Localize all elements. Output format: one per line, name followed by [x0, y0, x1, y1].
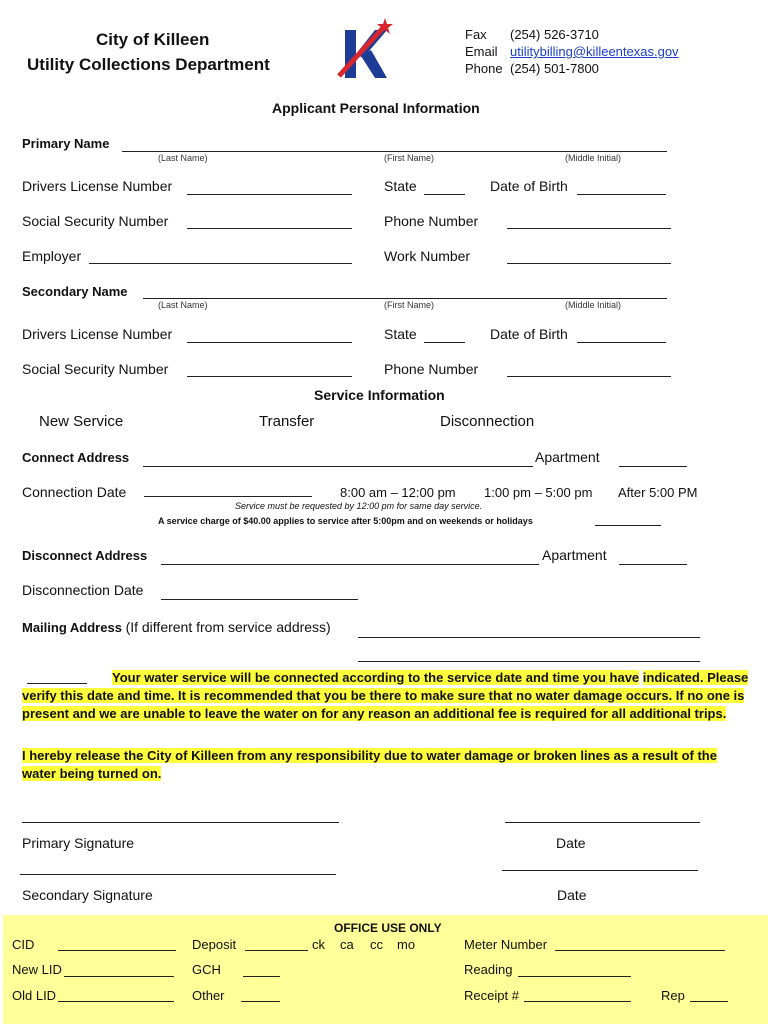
- fax-label: Fax: [465, 27, 487, 42]
- mailing-address-field-2[interactable]: [358, 661, 700, 662]
- secondary-state-label: State: [384, 326, 417, 342]
- mailing-address-field-1[interactable]: [358, 637, 700, 638]
- secondary-ssn-label: Social Security Number: [22, 361, 169, 377]
- primary-dl-label: Drivers License Number: [22, 178, 173, 194]
- deposit-label: Deposit: [192, 937, 237, 952]
- secondary-phone-label: Phone Number: [384, 361, 479, 377]
- secondary-phone-field[interactable]: [507, 376, 671, 377]
- city-logo: [335, 16, 395, 82]
- primary-phone-label: Phone Number: [384, 213, 479, 229]
- cid-label: CID: [12, 937, 35, 952]
- office-heading: OFFICE USE ONLY: [334, 921, 442, 935]
- phone-label: Phone: [465, 61, 503, 76]
- primary-date-label: Date: [556, 835, 586, 851]
- work-number-label: Work Number: [384, 248, 471, 264]
- notice-lead: Your water service will be connected according to the service date and time you have: [112, 670, 640, 685]
- new-lid-label: New LID: [12, 962, 62, 977]
- old-lid-field[interactable]: [58, 1001, 174, 1002]
- phone-value: (254) 501-7800: [510, 61, 599, 76]
- rep-field[interactable]: [690, 1001, 728, 1002]
- meter-number-field[interactable]: [555, 950, 725, 951]
- primary-last-name-caption: (Last Name): [158, 153, 208, 163]
- secondary-state-field[interactable]: [424, 342, 465, 343]
- connect-address-label: Connect Address: [22, 450, 130, 465]
- deposit-field[interactable]: [245, 950, 308, 951]
- primary-dob-label: Date of Birth: [490, 178, 568, 194]
- connect-address-field[interactable]: [143, 466, 533, 467]
- fax-value: (254) 526-3710: [510, 27, 599, 42]
- notice-paragraph-1: [22, 669, 752, 723]
- mailing-address-label: Mailing Address: [22, 620, 122, 635]
- secondary-date-label: Date: [557, 887, 587, 903]
- option-disconnection[interactable]: Disconnection: [440, 413, 535, 430]
- time-slot-morning[interactable]: 8:00 am – 12:00 pm: [340, 485, 456, 500]
- primary-name-field[interactable]: [122, 151, 667, 152]
- notice-rest: indicated. Please verify this date and time. It is recommended that you be there to make sure that no water damage occurs. If no one is present and we are unable to leave the water on for any reason an additional fee is required for all additional trips.: [22, 670, 749, 721]
- primary-signature-field[interactable]: [22, 822, 339, 823]
- gch-field[interactable]: [243, 976, 280, 977]
- primary-date-field[interactable]: [505, 822, 700, 823]
- rep-label: Rep: [661, 988, 685, 1003]
- primary-dob-field[interactable]: [577, 194, 666, 195]
- cid-field[interactable]: [58, 950, 176, 951]
- time-slot-afternoon[interactable]: 1:00 pm – 5:00 pm: [484, 485, 593, 500]
- new-lid-field[interactable]: [64, 976, 174, 977]
- primary-signature-label: Primary Signature: [22, 835, 135, 851]
- receipt-label: Receipt #: [464, 988, 519, 1003]
- title-city: City of Killeen: [96, 30, 210, 49]
- service-charge-initial-field[interactable]: [595, 525, 661, 526]
- connection-date-label: Connection Date: [22, 484, 127, 500]
- time-slot-evening[interactable]: After 5:00 PM: [618, 485, 698, 500]
- service-heading: Service Information: [314, 387, 445, 403]
- pay-cc[interactable]: cc: [370, 937, 383, 952]
- release-paragraph: [22, 747, 752, 783]
- mailing-address-note: (If different from service address): [125, 619, 331, 635]
- secondary-date-field[interactable]: [502, 870, 698, 871]
- pay-mo[interactable]: mo: [397, 937, 416, 952]
- secondary-signature-field[interactable]: [20, 874, 336, 875]
- work-number-field[interactable]: [507, 263, 671, 264]
- applicant-heading: Applicant Personal Information: [272, 100, 480, 116]
- secondary-dob-label: Date of Birth: [490, 326, 568, 342]
- meter-number-label: Meter Number: [464, 937, 548, 952]
- gch-label: GCH: [192, 962, 221, 977]
- primary-middle-initial-caption: (Middle Initial): [565, 153, 622, 163]
- option-transfer[interactable]: Transfer: [259, 413, 315, 430]
- title-department: Utility Collections Department: [27, 55, 270, 74]
- disconnection-date-label: Disconnection Date: [22, 582, 144, 598]
- connect-apartment-label: Apartment: [535, 449, 600, 465]
- other-field[interactable]: [241, 1001, 280, 1002]
- disconnect-apartment-field[interactable]: [619, 564, 687, 565]
- secondary-middle-initial-caption: (Middle Initial): [565, 300, 622, 310]
- secondary-last-name-caption: (Last Name): [158, 300, 208, 310]
- mailing-address-row: [22, 619, 331, 635]
- primary-state-field[interactable]: [424, 194, 465, 195]
- same-day-note: Service must be requested by 12:00 pm for same day service.: [235, 501, 483, 511]
- secondary-dl-label: Drivers License Number: [22, 326, 173, 342]
- primary-ssn-field[interactable]: [187, 228, 352, 229]
- secondary-ssn-field[interactable]: [187, 376, 352, 377]
- secondary-name-label: Secondary Name: [22, 284, 128, 299]
- pay-ck[interactable]: ck: [312, 937, 325, 952]
- secondary-signature-label: Secondary Signature: [22, 887, 153, 903]
- email-label: Email: [465, 44, 498, 59]
- connect-apartment-field[interactable]: [619, 466, 687, 467]
- service-charge-note: A service charge of $40.00 applies to service after 5:00pm and on weekends or holidays: [158, 516, 533, 526]
- employer-label: Employer: [22, 248, 82, 264]
- disconnection-date-field[interactable]: [161, 599, 358, 600]
- secondary-first-name-caption: (First Name): [384, 300, 434, 310]
- secondary-name-field[interactable]: [143, 298, 667, 299]
- primary-first-name-caption: (First Name): [384, 153, 434, 163]
- primary-state-label: State: [384, 178, 417, 194]
- release-text: I hereby release the City of Killeen from any responsibility due to water damage or broken lines as a result of the water being turned on.: [22, 748, 717, 781]
- other-label: Other: [192, 988, 225, 1003]
- primary-phone-field[interactable]: [507, 228, 671, 229]
- option-new-service[interactable]: New Service: [39, 413, 124, 430]
- email-link[interactable]: utilitybilling@killeentexas.gov: [510, 44, 679, 59]
- secondary-dl-field[interactable]: [187, 342, 352, 343]
- old-lid-label: Old LID: [12, 988, 57, 1003]
- disconnect-address-label: Disconnect Address: [22, 548, 148, 563]
- disconnect-address-field[interactable]: [161, 564, 539, 565]
- receipt-field[interactable]: [524, 1001, 631, 1002]
- primary-name-label: Primary Name: [22, 136, 110, 151]
- employer-field[interactable]: [89, 263, 352, 264]
- reading-label: Reading: [464, 962, 513, 977]
- primary-dl-field[interactable]: [187, 194, 352, 195]
- connection-date-field[interactable]: [144, 496, 312, 497]
- pay-ca[interactable]: ca: [340, 937, 354, 952]
- reading-field[interactable]: [518, 976, 631, 977]
- secondary-dob-field[interactable]: [577, 342, 666, 343]
- primary-ssn-label: Social Security Number: [22, 213, 169, 229]
- disconnect-apartment-label: Apartment: [542, 547, 607, 563]
